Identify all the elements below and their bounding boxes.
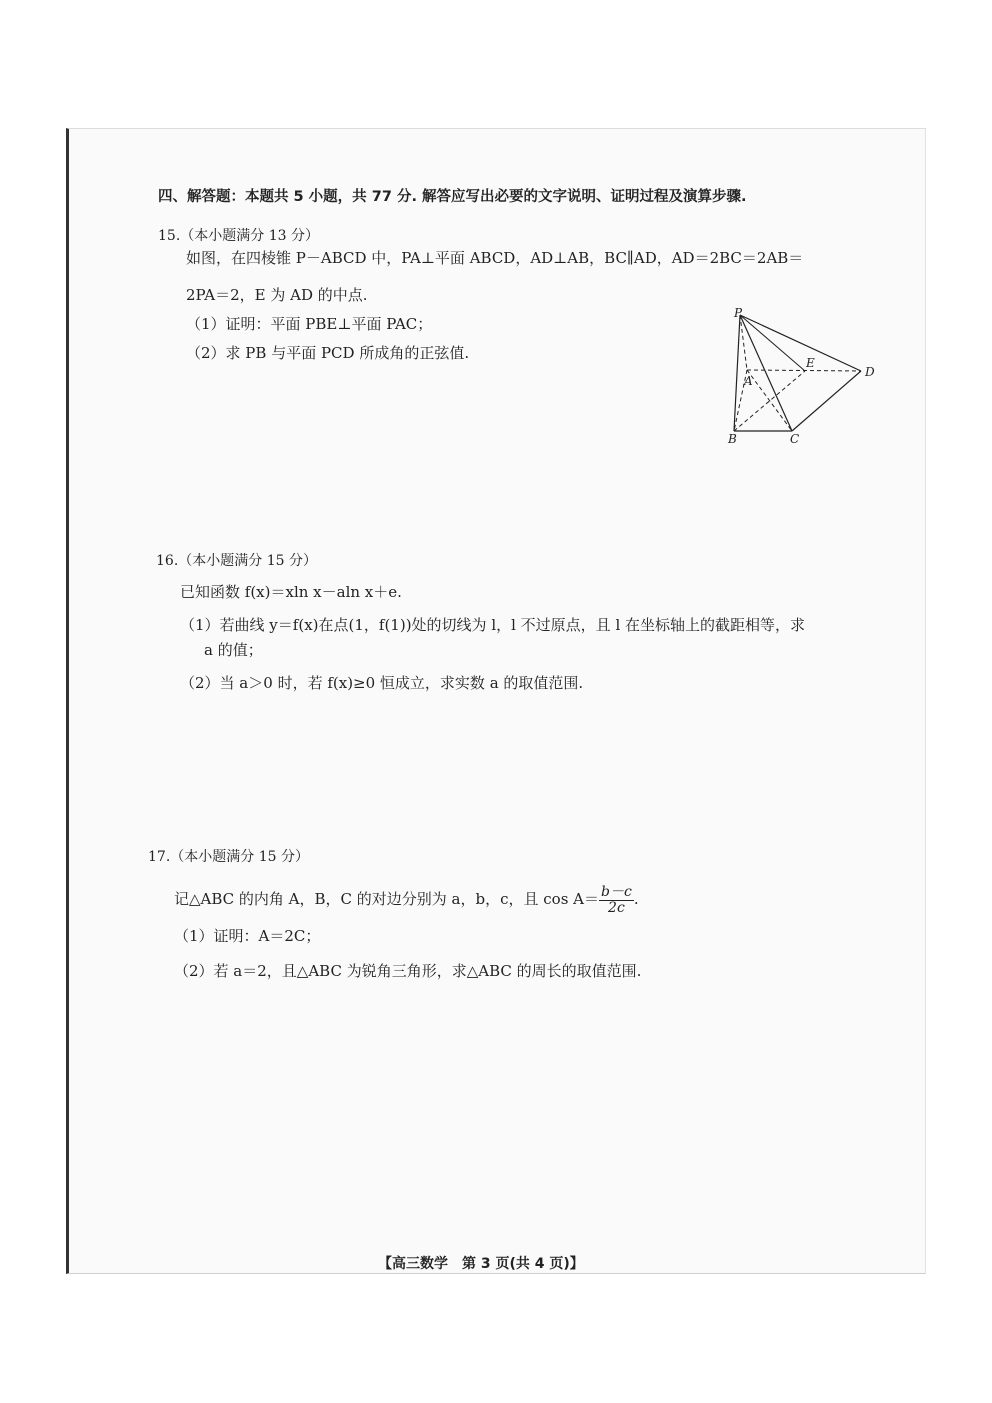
question-15-line-2: 2PA＝2，E 为 AD 的中点. bbox=[186, 286, 368, 304]
question-16-part-1-cont: a 的值； bbox=[204, 641, 263, 659]
question-15-line-1: 如图，在四棱锥 P－ABCD 中，PA⊥平面 ABCD，AD⊥AB，BC∥AD，AD＝2BC＝2AB＝ bbox=[186, 249, 804, 267]
edge-ac bbox=[747, 370, 792, 431]
fraction-denominator: 2c bbox=[608, 899, 625, 916]
question-15-header: 15.（本小题满分 13 分） bbox=[158, 228, 319, 244]
question-16-part-2: （2）当 a＞0 时，若 f(x)≥0 恒成立，求实数 a 的取值范围. bbox=[180, 674, 584, 692]
edge-ad bbox=[747, 370, 861, 371]
pyramid-figure bbox=[720, 305, 890, 450]
cos-a-fraction bbox=[599, 885, 634, 916]
question-15-part-2: （2）求 PB 与平面 PCD 所成角的正弦值. bbox=[186, 344, 470, 362]
question-17-part-1: （1）证明：A＝2C； bbox=[174, 927, 321, 945]
question-15-part-1: （1）证明：平面 PBE⊥平面 PAC； bbox=[186, 315, 433, 333]
question-16-line-1: 已知函数 f(x)＝xln x－aln x＋e. bbox=[180, 583, 402, 601]
label-p: P bbox=[734, 306, 743, 320]
edge-pd bbox=[740, 315, 861, 371]
question-17-part-2: （2）若 a＝2，且△ABC 为锐角三角形，求△ABC 的周长的取值范围. bbox=[174, 962, 642, 980]
question-16-header: 16.（本小题满分 15 分） bbox=[156, 553, 317, 569]
label-e: E bbox=[806, 356, 815, 370]
edge-pc bbox=[740, 315, 792, 431]
question-17-line-1-suffix: . bbox=[633, 890, 639, 908]
label-b: B bbox=[728, 432, 737, 446]
fraction-numerator: b－c bbox=[601, 883, 632, 900]
question-17-header: 17.（本小题满分 15 分） bbox=[148, 849, 309, 865]
question-16-part-1: （1）若曲线 y＝f(x)在点(1，f(1))处的切线为 l，l 不过原点，且 l 在坐标轴上的截距相等，求 bbox=[180, 616, 806, 634]
edge-pb bbox=[734, 315, 740, 431]
question-17-line-1 bbox=[174, 882, 639, 916]
label-a: A bbox=[744, 374, 753, 388]
section-title: 四、解答题：本题共 5 小题，共 77 分. 解答应写出必要的文字说明、证明过程及演算步骤. bbox=[158, 189, 747, 205]
label-c: C bbox=[790, 432, 800, 446]
edge-cd bbox=[792, 371, 861, 431]
page-footer: 【高三数学 第 3 页(共 4 页)】 bbox=[378, 1256, 584, 1272]
question-17-line-1-prefix: 记△ABC 的内角 A，B，C 的对边分别为 a，b，c，且 cos A＝ bbox=[174, 890, 599, 908]
edge-pe bbox=[740, 315, 805, 371]
label-d: D bbox=[865, 365, 875, 379]
